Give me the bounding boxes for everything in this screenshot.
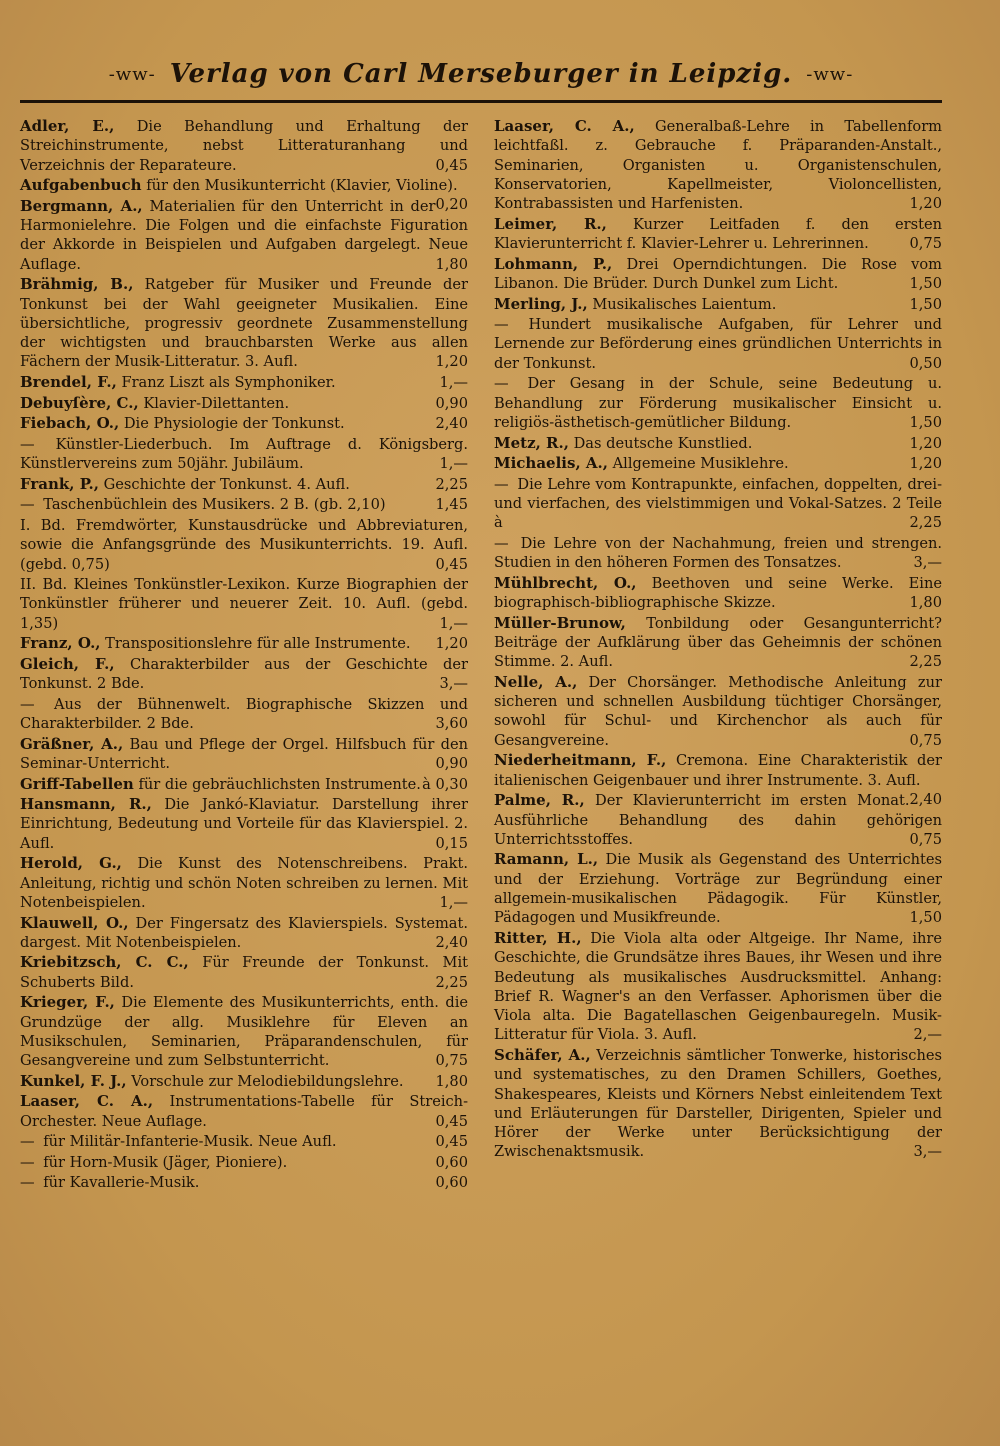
catalog-entry [494,315,942,373]
entry-author: Krieger, F., [20,993,115,1012]
catalog-entry [20,1092,468,1131]
entry-author: — [20,496,35,514]
entry-price: 1,80 [435,255,468,273]
catalog-entry [494,215,942,254]
entry-price: 2,40 [435,933,468,951]
entry-author: Merling, J., [494,294,588,313]
entry-description: Kurzer Leitfaden f. den ersten Klavierunterricht f. Klavier-Lehrer u. Lehrerinnen. [494,215,943,253]
entry-description: Künstler-Liederbuch. Im Auftrage d. Königsberg. Künstlervereins zum 50jähr. Jubiläum. [20,435,468,473]
catalog-column-left [20,117,468,1194]
entry-author: Kunkel, F. J., [20,1071,127,1090]
entry-description: Die Lehre vom Kontrapunkte, einfachen, doppelten, drei- und vierfachen, des vielstimmigen und Vokal-Satzes. 2 Teile à [494,475,942,532]
entry-price: 0,50 [909,354,942,372]
catalog-entry [20,953,468,992]
catalog-entry [20,495,468,514]
entry-price: 0,75 [909,830,942,848]
entry-description: Instrumentations-Tabelle für Streich-Orchester. Neue Auflage. [20,1093,469,1130]
publisher-title: Verlag von Carl Merseburger in Leipzig. [169,59,793,89]
entry-author: Franz, O., [20,634,101,653]
entry-author: Klauwell, O., [20,913,129,932]
entry-price: à 0,30 [422,775,468,793]
catalog-entry [20,854,468,912]
entry-author: Lohmann, P., [494,254,613,273]
entry-price: 0,45 [435,1112,468,1130]
entry-price: 1,20 [909,195,942,213]
entry-description: für Militär-Infanterie-Musik. Neue Aufl. [43,1133,337,1151]
entry-description: Ratgeber für Musiker und Freunde der Tonkunst bei der Wahl geeigneter Musikalien. Eine übersichtliche, progressiv geordnete Zusammenstellung der wichtigsten und brauchbarsten Werke aus allen Fächern der Musik-Litteratur. 3. Aufl. [20,276,468,371]
entry-price: 3,— [913,554,942,572]
entry-price: 1,50 [909,909,942,927]
entry-author: Brendel, F., [20,373,117,392]
entry-price: 0,20 [435,196,468,214]
catalog-entry [494,255,942,294]
entry-description: Die Lehre von der Nachahmung, freien und strengen. Studien in den höheren Formen des Tonsatzes. [494,534,943,572]
entry-price: 0,75 [435,1052,468,1070]
catalog-entry [494,454,942,473]
entry-price: 1,20 [909,434,942,452]
catalog-entry [494,1046,942,1162]
entry-description: Die Kunst des Notenschreibens. Prakt. Anleitung, richtig und schön Noten schreiben zu lernen. Mit Notenbeispielen. [20,855,468,911]
entry-description: Der Fingersatz des Klavierspiels. Systemat. dargest. Mit Notenbeispielen. [20,914,468,951]
entry-description: Die Elemente des Musikunterrichts, enth. die Grundzüge der allg. Musiklehre für Eleven an Musikschulen, Seminarien, Präparandenschulen, für Gesangvereine und zum Selbstunterricht. [20,994,468,1070]
entry-description: Musikalisches Laientum. [592,295,777,313]
entry-price: 1,80 [435,1072,468,1090]
entry-price: 0,60 [435,1174,468,1192]
entry-author: Brähmig, B., [20,275,134,294]
entry-price: 2,— [913,1026,942,1044]
entry-price: 3,— [913,1143,942,1161]
entry-author: — [20,1133,35,1151]
entry-author: — [494,316,509,334]
catalog-entry [494,673,942,750]
entry-author: — [494,375,509,393]
entry-description: Taschenbüchlein des Musikers. 2 B. (gb. 2,10) [43,496,386,514]
ornament-left: -ww- [108,63,156,85]
entry-description: Die Jankó-Klaviatur. Darstellung ihrer Einrichtung, Bedeutung und Vorteile für das Klavierspiel. 2. Aufl. [20,796,469,852]
entry-author: Adler, E., [20,117,115,135]
entry-description: Tonbildung oder Gesangunterricht? Beiträge der Aufklärung über das Geheimnis der schönen Stimme. 2. Aufl. [494,614,942,671]
catalog-entry [494,475,942,533]
entry-price: 3,— [439,675,468,693]
catalog-entry [20,197,468,274]
entry-author: — [20,695,35,713]
entry-price: 0,75 [909,235,942,253]
catalog-entry [494,117,942,213]
catalog-entry [20,1132,468,1151]
entry-price: 1,— [439,374,468,392]
entry-price: 1,— [439,893,468,911]
entry-author: Hansmann, R., [20,795,152,814]
entry-price: 2,25 [909,653,942,671]
entry-description: Vorschule zur Melodiebildungslehre. [131,1072,404,1090]
catalog-entry [494,929,942,1045]
entry-author: Ramann, L., [494,850,599,869]
entry-description: für Kavallerie-Musik. [43,1174,200,1192]
catalog-entry [20,414,468,433]
catalog-entry [20,735,468,774]
entry-description: Verzeichnis sämtlicher Tonwerke, historisches und systematisches, zu den Dramen Schillers, Goethes, Shakespeares, Kleists und Körners Nebst einleitendem Text und Erläuterungen für Darsteller, Dirigenten, Spieler und Hörer der Werke unter Berücksichtigung der Zwischenaktsmusik. [494,1047,942,1161]
entry-price: 1,45 [435,496,468,514]
catalog-entry [20,1072,468,1091]
entry-price: 1,50 [909,413,942,431]
entry-description: für Horn-Musik (Jäger, Pioniere). [43,1153,288,1171]
entry-author: Aufgabenbuch [20,176,142,195]
catalog-entry [20,1153,468,1172]
entry-author: Michaelis, A., [494,454,608,473]
entry-description: II. Bd. Kleines Tonkünstler-Lexikon. Kurze Biographien der Tonkünstler früherer und neuerer Zeit. 10. Aufl. (gebd. 1,35) [20,576,468,632]
catalog-entry [494,850,942,927]
header-rule [20,100,942,103]
entry-description: Der Chorsänger. Methodische Anleitung zur sicheren und schnellen Ausbildung tüchtiger Chorsänger, sowohl für Schul- und Kirchenchor als auch für Gesangvereine. [494,673,942,749]
entry-description: Geschichte der Tonkunst. 4. Aufl. [103,475,350,493]
entry-description: Cremona. Eine Charakteristik der italienischen Geigenbauer und ihrer Instrumente. 3. Aufl. [494,752,943,789]
entry-price: 1,20 [435,353,468,371]
catalog-entry [20,575,468,633]
entry-description: Für Freunde der Tonkunst. Mit Schuberts Bild. [20,954,469,991]
catalog-entry [494,574,942,613]
catalog-entry [20,795,468,853]
entry-author: Müller-Brunow, [494,613,626,632]
catalog-entry [494,614,942,672]
catalog-entry [494,295,942,314]
entry-price: 1,— [439,455,468,473]
entry-author: Laaser, C. A., [20,1092,154,1111]
catalog-entry [20,117,468,175]
entry-description: für den Musikunterricht (Klavier, Violine). [146,177,458,195]
catalog-entry [20,373,468,392]
catalog-entry [494,374,942,432]
entry-price: 0,75 [909,731,942,749]
entry-price: 2,25 [435,475,468,493]
catalog-entry [20,475,468,494]
catalog-entry [20,275,468,371]
entry-price: 1,50 [909,295,942,313]
entry-description: Der Klavierunterricht im ersten Monat. Ausführliche Behandlung des dahin gehörigen Unterrichtsstoffes. [494,792,942,848]
entry-price: 2,40 [909,790,942,808]
entry-author: Bergmann, A., [20,196,143,215]
entry-price: 1,20 [909,455,942,473]
entry-description: Generalbaß-Lehre in Tabellenform leichtfaßl. z. Gebrauche f. Präparanden-Anstalt., Seminarien, Organisten u. Organistenschulen, Konservatorien, Kapellmeister, Violoncellisten, Kontrabassisten und Harfenisten. [494,118,943,213]
entry-description: Franz Liszt als Symphoniker. [121,374,336,392]
entry-author: Mühlbrecht, O., [494,573,637,592]
entry-price: 1,— [439,614,468,632]
entry-price: 0,45 [435,156,468,174]
entry-price: 0,90 [435,754,468,772]
catalog-columns [20,117,942,1194]
catalog-entry [20,914,468,953]
entry-author: Griff-Tabellen [20,774,134,793]
publisher-header [20,56,942,92]
entry-author: Fiebach, O., [20,414,120,433]
entry-author: Palme, R., [494,791,585,810]
entry-author: Niederheitmann, F., [494,751,667,770]
entry-price: 0,60 [435,1153,468,1171]
entry-author: Nelle, A., [494,672,578,691]
entry-description: I. Bd. Fremdwörter, Kunstausdrücke und Abbreviaturen, sowie die Anfangsgründe des Musikunterrichts. 19. Aufl. (gebd. 0,75) [20,516,468,573]
entry-author: Metz, R., [494,433,569,452]
catalog-entry [20,435,468,474]
entry-price: 0,45 [435,555,468,573]
entry-author: — [20,435,35,453]
entry-description: Bau und Pflege der Orgel. Hilfsbuch für den Seminar-Unterricht. [20,735,468,772]
entry-author: Gleich, F., [20,654,115,673]
catalog-entry [494,534,942,573]
entry-author: Frank, P., [20,474,99,493]
catalog-entry [20,655,468,694]
entry-author: Kriebitzsch, C. C., [20,953,189,972]
entry-author: Laaser, C. A., [494,117,635,135]
entry-description: Die Musik als Gegenstand des Unterrichtes und der Erziehung. Vorträge zur Begründung einer allgemein-musikalischen Pädagogik. Für Künstler, Pädagogen und Musikfreunde. [494,851,943,927]
catalog-entry [494,791,942,849]
entry-author: — [494,534,509,552]
catalog-entry [20,516,468,574]
entry-price: 2,25 [909,514,942,532]
ornament-right: -ww- [806,63,854,85]
catalog-entry [20,1173,468,1192]
entry-description: Das deutsche Kunstlied. [573,434,753,452]
entry-description: Transpositionslehre für alle Instrumente. [105,635,411,653]
entry-description: für die gebräuchlichsten Instrumente. [138,775,421,793]
entry-author: — [494,475,509,493]
catalog-entry [20,775,468,794]
entry-price: 1,80 [909,594,942,612]
entry-description: Materialien für den Unterricht in der Harmonielehre. Die Folgen und die einfachste Figuration der Akkorde in Beispielen und Aufgaben dargelegt. Neue Auflage. [20,197,468,273]
entry-description: Die Physiologie der Tonkunst. [123,415,345,433]
entry-description: Die Viola alta oder Altgeige. Ihr Name, ihre Geschichte, die Grundsätze ihres Baues, ihr Wesen und ihre Bedeutung als musikalisches Ausdrucksmittel. Anhang: Brief R. Wagner's an den Verfasser. Aphorismen über die Viola alta. Die Bagatellaschen Geigenbauregeln. Musik-Litteratur für Viola. 3. Aufl. [494,929,943,1044]
entry-description: Drei Operndichtungen. Die Rose vom Libanon. Die Brüder. Durch Dunkel zum Licht. [494,255,943,292]
entry-author: Leimer, R., [494,214,607,233]
entry-author: Schäfer, A., [494,1046,591,1064]
catalog-entry [20,634,468,653]
entry-price: 0,45 [435,1133,468,1151]
entry-price: 1,20 [435,635,468,653]
entry-price: 3,60 [435,715,468,733]
entry-description: Der Gesang in der Schule, seine Bedeutung u. Behandlung zur Förderung musikalischer Einsicht u. religiös-ästhetisch-gemütlicher Bildung. [494,375,942,431]
entry-author: Ritter, H., [494,928,582,947]
catalog-entry [20,993,468,1070]
catalog-entry [20,394,468,413]
catalog-entry [20,695,468,734]
entry-description: Allgemeine Musiklehre. [612,455,789,473]
entry-price: 1,50 [909,274,942,292]
entry-price: 2,25 [435,973,468,991]
entry-description: Charakterbilder aus der Geschichte der Tonkunst. 2 Bde. [20,655,469,693]
entry-description: Aus der Bühnenwelt. Biographische Skizzen und Charakterbilder. 2 Bde. [20,695,468,733]
entry-author: — [20,1174,35,1192]
entry-author: — [20,1153,35,1171]
entry-description: Beethoven und seine Werke. Eine biographisch-bibliographische Skizze. [494,574,943,612]
entry-author: Gräßner, A., [20,734,124,753]
entry-description: Klavier-Dilettanten. [143,394,290,412]
entry-price: 0,15 [435,834,468,852]
entry-description: Hundert musikalische Aufgaben, für Lehrer und Lernende zur Beförderung eines gründlichen Unterrichts in der Tonkunst. [494,316,942,372]
entry-description: Die Behandlung und Erhaltung der Streichinstrumente, nebst Litteraturanhang und Verzeichnis der Reparateure. [20,118,468,174]
catalog-column-right [494,117,942,1194]
entry-author: Debuyſère, C., [20,393,139,412]
entry-price: 0,90 [435,394,468,412]
entry-author: Herold, G., [20,854,122,873]
entry-price: 2,40 [435,415,468,433]
catalog-entry [494,434,942,453]
